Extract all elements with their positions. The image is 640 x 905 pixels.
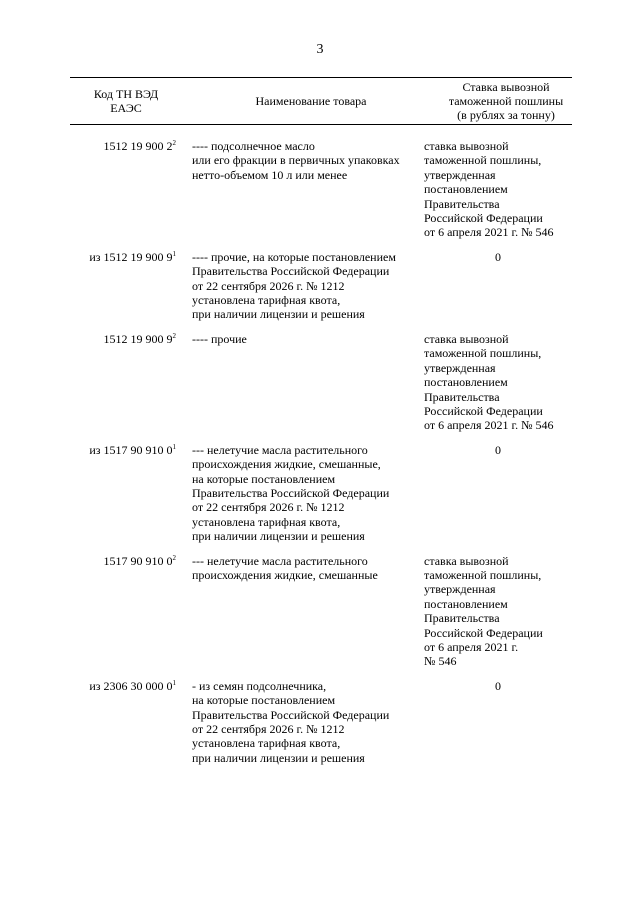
table-row (70, 139, 572, 240)
footnote-mark: 2 (172, 139, 176, 147)
row-name: ---- прочие, на которые постановлением Правительства Российской Федерации от 22 сентября 2026 г. № 1212 установлена тарифная квота, при наличии лицензии и решения (192, 249, 396, 322)
row-name: --- нелетучие масла растительного происхождения жидкие, смешанные (192, 553, 378, 582)
table-row (70, 250, 572, 322)
row-rate: 0 (495, 249, 501, 264)
code-text: 1512 19 900 9 (103, 331, 173, 346)
header-code-line: Код ТН ВЭД (93, 87, 159, 101)
table-body (70, 125, 572, 765)
row-name: - из семян подсолнечника, на которые постановлением Правительства Российской Федерации от 22 сентября 2026 г. № 1212 установлена тарифная квота, при наличии лицензии и решения (192, 678, 390, 765)
header-name: Наименование товара (255, 94, 367, 108)
header-rate-line: таможенной пошлины (448, 94, 564, 108)
row-rate: ставка вывозной таможенной пошлины, утвержденная постановлением Правительства Российской Федерации от 6 апреля 2021 г. № 546 (424, 553, 543, 669)
footnote-mark: 2 (172, 553, 176, 562)
table-row (70, 554, 572, 669)
row-code (70, 139, 182, 240)
header-rate (440, 80, 572, 122)
row-rate: 0 (495, 678, 501, 693)
row-code (70, 554, 182, 669)
header-code (70, 87, 182, 115)
row-rate: ставка вывозной таможенной пошлины, утвержденная постановлением Правительства Российской Федерации от 6 апреля 2021 г. № 546 (424, 331, 554, 433)
header-code-line: ЕАЭС (110, 101, 142, 115)
row-code (70, 332, 182, 433)
row-name: --- нелетучие масла растительного происхождения жидкие, смешанные, на которые постановлением Правительства Российской Федерации от 22 сентября 2026 г. № 1212 установлена тарифная квота, при наличии лицензии и решения (192, 442, 390, 544)
row-name: ---- подсолнечное масло или его фракции в первичных упаковках нетто-объемом 10 л или менее (192, 139, 400, 182)
table-row (70, 679, 572, 765)
footnote-mark: 1 (172, 678, 176, 687)
table-row (70, 332, 572, 433)
row-rate: ставка вывозной таможенной пошлины, утвержденная постановлением Правительства Российской Федерации от 6 апреля 2021 г. № 546 (424, 139, 554, 240)
footnote-mark: 1 (172, 249, 176, 258)
code-text: 1517 90 910 0 (103, 553, 173, 568)
row-rate: 0 (495, 442, 501, 457)
code-text: 1512 19 900 2 (103, 139, 173, 153)
header-rate-line: Ставка вывозной (462, 80, 550, 94)
code-text: из 2306 30 000 0 (89, 678, 173, 693)
table-row (70, 443, 572, 544)
footnote-mark: 1 (172, 442, 176, 451)
row-name: ---- прочие (192, 331, 247, 346)
header-rate-line: (в рублях за тонну) (457, 108, 555, 122)
row-code (70, 443, 182, 544)
row-code (70, 679, 182, 765)
tariff-table (70, 77, 572, 775)
code-text: из 1512 19 900 9 (89, 249, 173, 264)
row-code (70, 250, 182, 322)
code-text: из 1517 90 910 0 (89, 442, 173, 457)
footnote-mark: 2 (172, 331, 176, 340)
table-header (70, 77, 572, 125)
page-number: 3 (316, 42, 324, 57)
